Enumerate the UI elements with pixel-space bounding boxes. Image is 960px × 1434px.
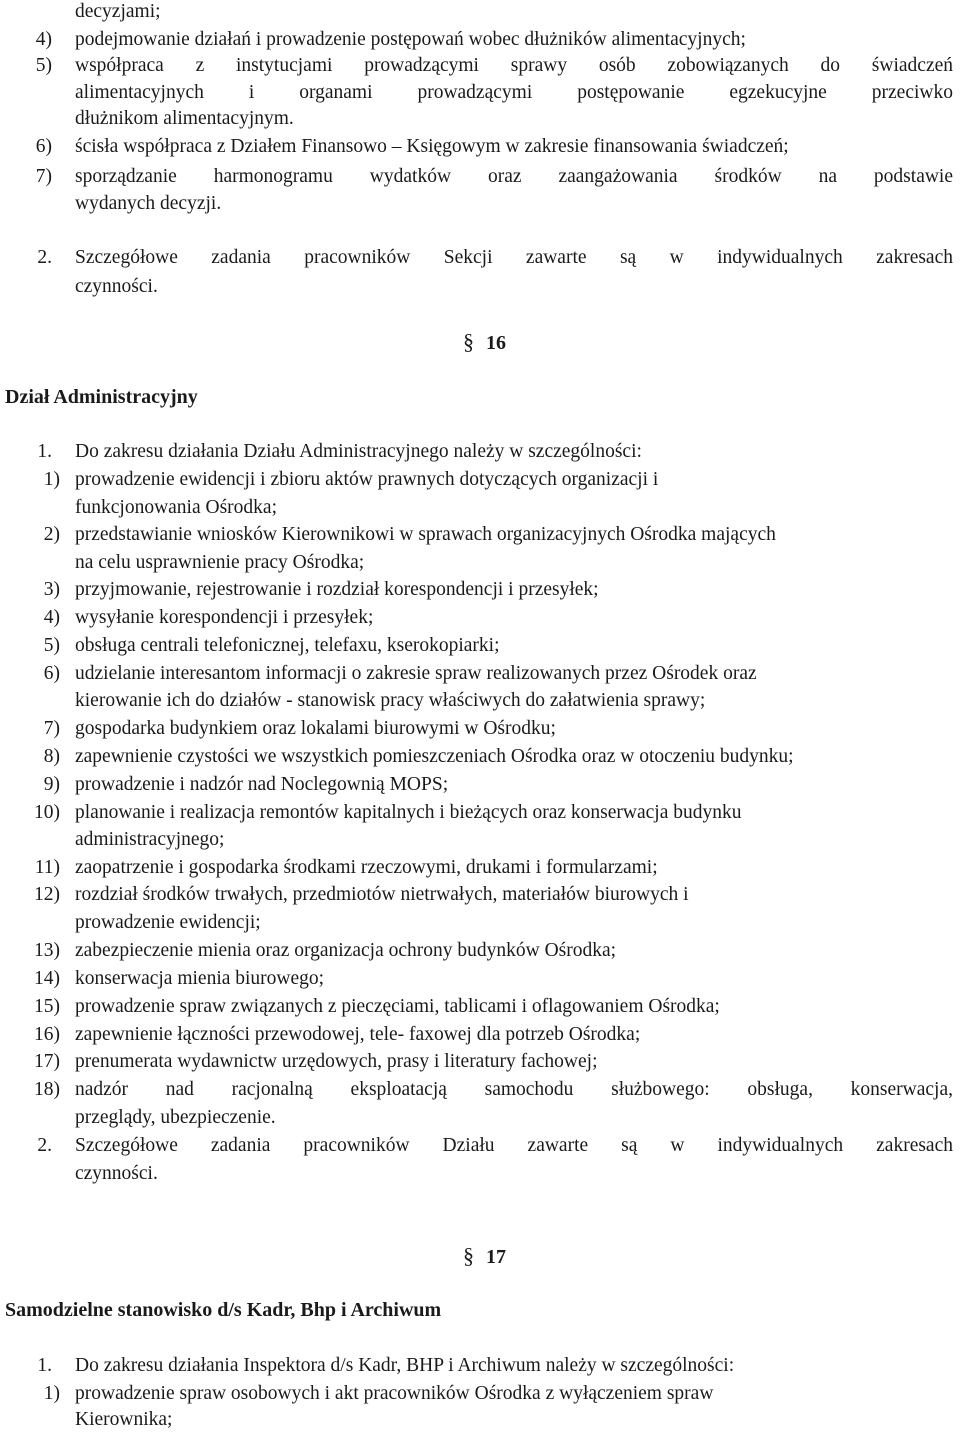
point-text: czynności. [75, 276, 158, 297]
intro-line [0, 438, 960, 466]
list-item-text: zabezpieczenie mienia oraz organizacja ochrony budynków Ośrodka; [75, 940, 617, 961]
list-item-text: na celu usprawnienie pracy Ośrodka; [75, 552, 365, 573]
list-item-text: planowanie i realizacja remontów kapitalnych i bieżących oraz konserwacja budynku [75, 802, 742, 823]
list-item-text: prowadzenie ewidencji; [75, 912, 261, 933]
list-item [0, 743, 960, 771]
paragraph-number-value: 16 [486, 332, 506, 354]
list-item-number: 10) [34, 802, 60, 823]
list-item-text: alimentacyjnych i organami prowadzącymi postępowanie egzekucyjne przeciwko [75, 82, 953, 103]
list-item-text: zapewnienie czystości we wszystkich pomieszczeniach Ośrodka oraz w otoczeniu budynku; [75, 746, 794, 767]
list-item [0, 771, 960, 799]
list-item-text: prenumerata wydawnictw urzędowych, prasy i literatury fachowej; [75, 1051, 598, 1072]
list-item [0, 993, 960, 1021]
list-item [0, 163, 960, 191]
point-text: Do zakresu działania Działu Administracyjnego należy w szczególności: [75, 441, 642, 462]
list-item-number: 16) [34, 1024, 60, 1045]
list-item-text: prowadzenie ewidencji i zbioru aktów prawnych dotyczących organizacji i [75, 469, 659, 490]
list-item-number: 3) [43, 579, 60, 600]
list-item-text: podejmowanie działań i prowadzenie postępowań wobec dłużników alimentacyjnych; [75, 29, 746, 50]
list-item-text: wydanych decyzji. [75, 193, 222, 214]
list-item [0, 0, 960, 26]
point-text: Szczegółowe zadania pracowników Działu zawarte są w indywidualnych zakresach [75, 1135, 953, 1156]
list-item-text: rozdział środków trwałych, przedmiotów nietrwałych, materiałów biurowych i [75, 884, 689, 905]
list-item [0, 52, 960, 80]
list-item-number: 5) [43, 635, 60, 656]
list-item-text: prowadzenie spraw związanych z pieczęciami, tablicami i oflagowaniem Ośrodka; [75, 996, 720, 1017]
list-item [0, 965, 960, 993]
list-item-number: 14) [34, 968, 60, 989]
list-item-text: ścisła współpraca z Działem Finansowo – Księgowym w zakresie finansowania świadczeń; [75, 136, 789, 157]
list-item-text: kierowanie ich do działów - stanowisk pracy właściwych do załatwienia sprawy; [75, 690, 706, 711]
list-item-continuation [0, 79, 960, 107]
list-item-continuation [0, 909, 960, 937]
point-number: 2. [37, 1135, 52, 1156]
list-item [0, 1048, 960, 1076]
list-item-number: 4) [35, 29, 52, 50]
list-item-number: 2) [43, 524, 60, 545]
list-item-number: 5) [35, 55, 52, 76]
point-text: Szczegółowe zadania pracowników Sekcji zawarte są w indywidualnych zakresach [75, 247, 953, 268]
list-item-number: 12) [34, 884, 60, 905]
list-item [0, 799, 960, 827]
list-item-text: funkcjonowania Ośrodka; [75, 497, 277, 518]
list-item-text: przedstawianie wniosków Kierownikowi w sprawach organizacyjnych Ośrodka mających [75, 524, 776, 545]
list-item [0, 632, 960, 660]
point-text: czynności. [75, 1163, 158, 1184]
list-item-number: 13) [34, 940, 60, 961]
list-item-text: przeglądy, ubezpieczenie. [75, 1107, 276, 1128]
point-text: Do zakresu działania Inspektora d/s Kadr, BHP i Archiwum należy w szczególności: [75, 1355, 735, 1376]
point-2 [0, 244, 960, 272]
list-item-number: 11) [34, 857, 60, 878]
list-item-number: 17) [34, 1051, 60, 1072]
point-2-continuation [0, 273, 960, 301]
list-item-continuation [0, 549, 960, 577]
list-item-text: konserwacja mienia biurowego; [75, 968, 325, 989]
list-item-number: 8) [43, 746, 60, 767]
list-item-text: Kierownika; [75, 1409, 173, 1430]
list-item-number: 7) [35, 166, 52, 187]
list-item-continuation [0, 494, 960, 522]
list-item [0, 133, 960, 161]
paragraph-number [463, 1242, 506, 1271]
section-heading: Samodzielne stanowisko d/s Kadr, Bhp i Archiwum [5, 1299, 442, 1321]
list-item [0, 1076, 960, 1104]
section-sign: § [463, 329, 474, 354]
list-item-continuation [0, 190, 960, 218]
list-item-text: decyzjami; [75, 1, 161, 22]
list-item [0, 854, 960, 882]
list-item-text: nadzór nad racjonalną eksploatacją samochodu służbowego: obsługa, konserwacja, [75, 1079, 953, 1100]
list-item-text: prowadzenie spraw osobowych i akt pracowników Ośrodka z wyłączeniem spraw [75, 1383, 714, 1404]
list-item-number: 1) [43, 1383, 60, 1404]
list-item-number: 6) [43, 663, 60, 684]
list-item-continuation [0, 1104, 960, 1132]
point-2 [0, 1132, 960, 1160]
list-item-text: wysyłanie korespondencji i przesyłek; [75, 607, 374, 628]
list-item-text: prowadzenie i nadzór nad Noclegownią MOPS; [75, 774, 449, 795]
list-item-continuation [0, 687, 960, 715]
list-item [0, 604, 960, 632]
list-item-text: udzielanie interesantom informacji o zakresie spraw realizowanych przez Ośrodek oraz [75, 663, 757, 684]
point-2-continuation [0, 1160, 960, 1188]
list-item-number: 1) [43, 469, 60, 490]
list-item [0, 881, 960, 909]
point-number: 1. [37, 441, 52, 462]
list-item-continuation [0, 826, 960, 854]
list-item [0, 1380, 960, 1408]
list-item-text: zaopatrzenie i gospodarka środkami rzeczowymi, drukami i formularzami; [75, 857, 658, 878]
list-item [0, 660, 960, 688]
section-sign: § [463, 1243, 474, 1268]
list-item-text: przyjmowanie, rejestrowanie i rozdział korespondencji i przesyłek; [75, 579, 599, 600]
list-item-number: 7) [43, 718, 60, 739]
list-item-number: 9) [43, 774, 60, 795]
list-item-text: obsługa centrali telefonicznej, telefaxu, kserokopiarki; [75, 635, 500, 656]
list-item-text: współpraca z instytucjami prowadzącymi sprawy osób zobowiązanych do świadczeń [75, 55, 953, 76]
list-item [0, 26, 960, 54]
list-item-text: zapewnienie łączności przewodowej, tele- faxowej dla potrzeb Ośrodka; [75, 1024, 641, 1045]
list-item-number: 4) [43, 607, 60, 628]
paragraph-number-value: 17 [486, 1246, 506, 1268]
intro-line [0, 1352, 960, 1380]
list-item [0, 466, 960, 494]
list-item [0, 937, 960, 965]
list-item [0, 1021, 960, 1049]
list-item-number: 18) [34, 1079, 60, 1100]
list-item-text: gospodarka budynkiem oraz lokalami biurowymi w Ośrodku; [75, 718, 556, 739]
list-item-number: 6) [35, 136, 52, 157]
list-item-text: sporządzanie harmonogramu wydatków oraz zaangażowania środków na podstawie [75, 166, 953, 187]
list-item-text: administracyjnego; [75, 829, 225, 850]
paragraph-number [463, 328, 506, 357]
section-heading: Dział Administracyjny [5, 386, 198, 408]
point-number: 2. [37, 247, 52, 268]
point-number: 1. [37, 1355, 52, 1376]
list-item [0, 521, 960, 549]
list-item [0, 576, 960, 604]
list-item-continuation [0, 1406, 960, 1434]
list-item-text: dłużnikom alimentacyjnym. [75, 108, 294, 129]
list-item-continuation [0, 105, 960, 133]
list-item-number: 15) [34, 996, 60, 1017]
list-item [0, 715, 960, 743]
